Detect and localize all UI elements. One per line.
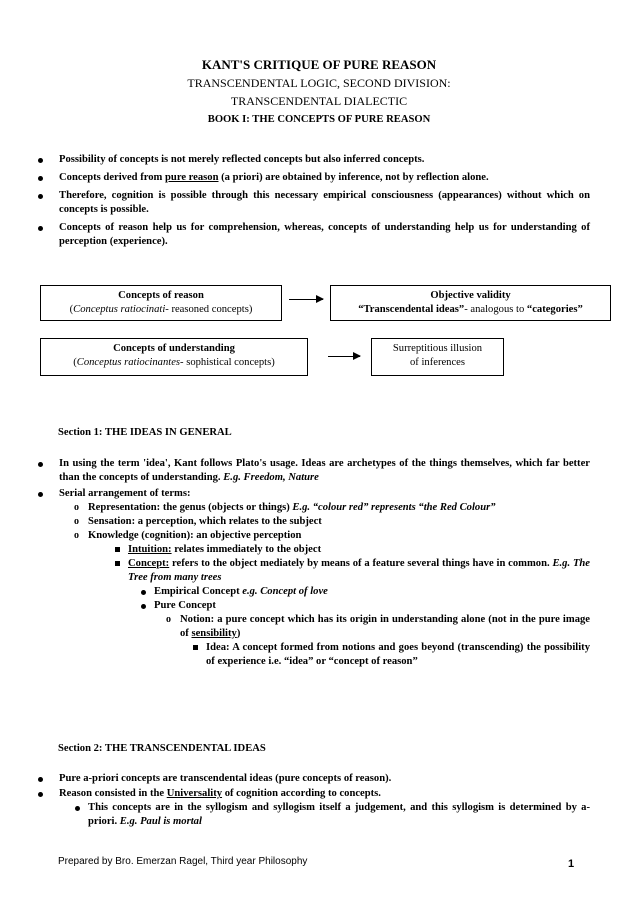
bullet-text: Serial arrangement of terms: <box>59 488 191 499</box>
box-title: Concepts of understanding <box>113 343 235 354</box>
key-term: Intuition: <box>128 544 172 555</box>
key-term: itself a judgement <box>319 802 404 813</box>
box-line: of inferences <box>410 357 465 368</box>
item-text: an objective perception <box>193 530 302 541</box>
sub-list <box>140 585 590 669</box>
bullet-text: of cognition according to concepts. <box>222 788 381 799</box>
list-item <box>166 613 590 669</box>
bullet-text: Therefore, cognition is possible through this necessary empirical consciousness (appearances) without which on concepts is possible. <box>59 190 590 215</box>
list-item <box>34 189 590 217</box>
key-term: Representation: <box>88 502 161 513</box>
list-item <box>140 585 590 599</box>
sub-list <box>192 641 590 669</box>
bullet-text: Pure a-priori concepts are transcendental ideas (pure concepts of reason). <box>59 773 392 784</box>
document-subtitle-2: TRANSCENDENTAL DIALECTIC <box>230 94 408 108</box>
key-term: Sensation: <box>88 516 136 527</box>
item-text: ) <box>236 628 241 639</box>
list-item <box>74 515 590 529</box>
box-subtitle-text: - sophistical concepts) <box>180 357 275 368</box>
example: E.g. Paul is mortal <box>119 816 202 827</box>
example: e.g. Concept of love <box>239 586 328 597</box>
key-term: Notion: <box>180 614 215 625</box>
example: ” represents “ <box>363 502 424 513</box>
key-term: idea <box>289 656 309 667</box>
list-item <box>74 529 590 669</box>
box-title: Objective validity <box>430 290 511 301</box>
sub-list <box>166 613 590 669</box>
arrow-right-icon <box>328 356 360 357</box>
list-item <box>192 641 590 669</box>
list-item <box>74 501 590 515</box>
list-item <box>34 787 590 829</box>
key-term: Concept: <box>128 558 170 569</box>
document-subtitle-1: TRANSCENDENTAL LOGIC, SECOND DIVISION: <box>187 76 451 90</box>
sub-list <box>74 501 590 669</box>
bullet-text: Possibility of concepts is not merely reflected concepts but also inferred concepts. <box>59 154 425 165</box>
sub-list <box>114 543 590 669</box>
key-term: 'idea', <box>143 458 171 469</box>
page-number: 1 <box>568 858 575 870</box>
key-term: concept of reason <box>333 656 413 667</box>
section-1-list <box>34 457 590 673</box>
item-text: and syllogism <box>247 802 320 813</box>
example-term: The Tree <box>128 558 591 583</box>
box-subtitle-text: - reasoned concepts) <box>165 304 253 315</box>
bullet-text: Reason consisted in the <box>59 788 167 799</box>
list-item <box>34 457 590 485</box>
item-text: a pure concept which has its origin in understanding alone (not in the pure image of <box>180 614 590 639</box>
box-subtitle <box>331 303 610 317</box>
box-line: Surreptitious illusion <box>392 343 483 354</box>
section-2-heading: Section 2: THE TRANSCENDENTAL IDEAS <box>58 743 266 754</box>
example: ” <box>490 502 496 513</box>
list-item <box>34 153 590 167</box>
list-item <box>140 599 590 669</box>
list-item <box>34 772 590 786</box>
box-subtitle: (Conceptus ratiocinati- reasoned concepts) <box>69 304 253 315</box>
bullet-text: In using the term <box>59 458 144 469</box>
key-term: Idea: <box>206 642 230 653</box>
document-title: KANT'S CRITIQUE OF PURE REASON <box>201 57 437 72</box>
box-subtitle-text: - analogous to <box>464 304 527 315</box>
latin-term: Conceptus ratiocinati <box>73 304 166 315</box>
list-item <box>34 487 590 669</box>
example-term: the Red Colour <box>423 502 491 513</box>
concepts-of-reason-box <box>40 285 282 321</box>
sub-list <box>74 801 590 829</box>
list-item <box>114 543 590 557</box>
item-text: This concepts are in the <box>88 802 206 813</box>
box-subtitle: (Conceptus ratiocinantes- sophistical concepts) <box>73 357 275 368</box>
item-text: , and this syllogism is determined by a-priori. <box>88 802 590 827</box>
bullet-text: Concepts derived from <box>59 172 166 183</box>
bullet-text: Concepts of reason help us for comprehension, whereas, concepts of understanding help us for understanding of perception (experience). <box>59 222 590 247</box>
example: from many trees <box>147 572 222 583</box>
arrow-right-icon <box>289 299 323 300</box>
latin-term: Conceptus ratiocinantes <box>76 357 181 368</box>
item-text: relates immediately to the object <box>171 544 322 555</box>
list-item <box>34 171 590 185</box>
bullet-text: Kant follows Plato's usage. Ideas are archetypes of the things themselves, which far better than the concepts of understanding. <box>59 458 590 483</box>
item-text: the genus (objects or things) <box>160 502 293 513</box>
key-term: syllogism <box>205 802 248 813</box>
key-term: “categories” <box>526 304 583 315</box>
item-text: A concept formed from notions and goes beyond (transcending) the possibility of experience i.e. “ <box>206 642 590 667</box>
footer-credit: Prepared by Bro. Emerzan Ragel, Third year Philosophy <box>58 856 308 867</box>
section-2-list <box>34 772 590 833</box>
example-term: Freedom, Nature <box>243 472 319 483</box>
example: E.g. “ <box>292 502 319 513</box>
item-text: ” or “ <box>308 656 334 667</box>
intro-list <box>34 153 590 253</box>
example: E.g. <box>552 558 573 569</box>
underlined-term: sensibility <box>191 628 237 639</box>
key-term: Universality <box>166 788 223 799</box>
section-1-heading: Section 1: THE IDEAS IN GENERAL <box>58 427 232 438</box>
bullet-text: (a priori) are obtained by inference, not by reflection alone. <box>218 172 489 183</box>
list-item <box>34 221 590 249</box>
key-term: Empirical Concept <box>154 586 240 597</box>
key-term: Pure Concept <box>154 600 216 611</box>
item-text: a perception, which relates to the subject <box>135 516 322 527</box>
key-term: “Transcendental ideas” <box>358 304 465 315</box>
concepts-of-understanding-box <box>40 338 308 376</box>
item-text: refers to the object mediately by means of a feature several things have in common. <box>169 558 553 569</box>
key-term: pure reason <box>165 172 219 183</box>
list-item <box>114 557 590 669</box>
list-item <box>74 801 590 829</box>
example: E.g. <box>223 472 244 483</box>
box-title: Concepts of reason <box>118 290 204 301</box>
objective-validity-box <box>330 285 611 321</box>
key-term: Knowledge (cognition): <box>88 530 194 541</box>
book-heading: BOOK I: THE CONCEPTS OF PURE REASON <box>207 114 431 125</box>
surreptitious-illusion-box <box>371 338 504 376</box>
item-text: ” <box>412 656 418 667</box>
example-term: colour red <box>318 502 364 513</box>
